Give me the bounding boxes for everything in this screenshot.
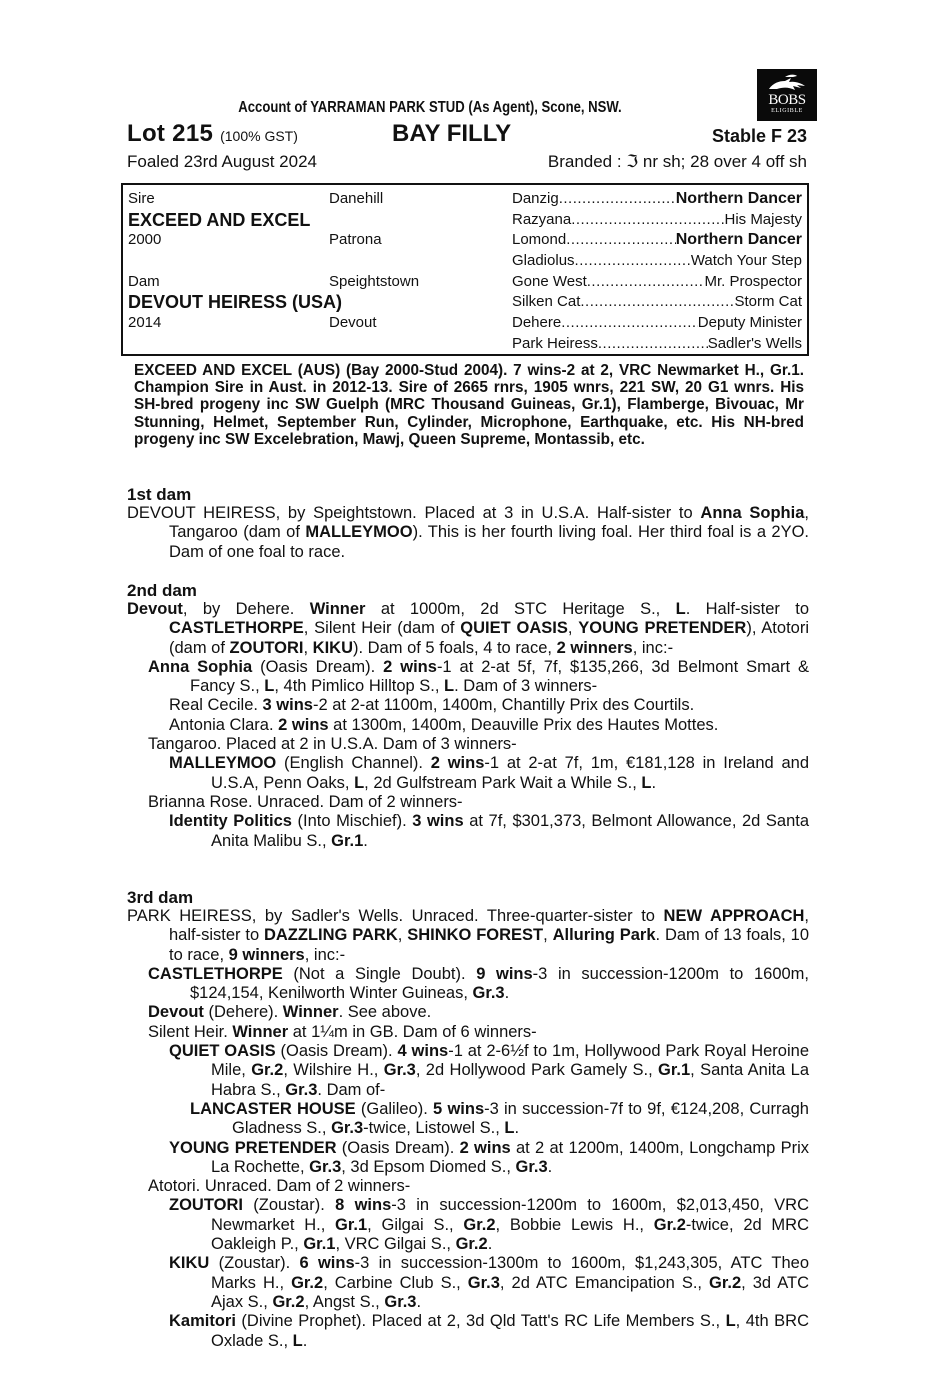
ancestor-name: Lomond [512, 231, 567, 249]
pedigree-cell: DEVOUT HEIRESS (USA) [128, 292, 343, 313]
pedigree-entry: MALLEYMOO (English Channel). 2 wins-1 at 2-at 7f, 1m, €181,128 in Ireland and U.S.A, Penn Oaks, L, 2d Gulfstream Park Wait a While S., L. [169, 754, 809, 792]
pedigree-left [128, 189, 508, 355]
pedigree-entry: YOUNG PRETENDER (Oasis Dream). 2 wins at 2 at 1200m, 1400m, Longchamp Prix La Rochette, Gr.3, 3d Epsom Diomed S., Gr.3. [169, 1138, 810, 1176]
pedigree-entry: Anna Sophia (Oasis Dream). 2 wins-1 at 2-at 5f, 7f, $135,266, 3d Belmont Smart & Fancy S., L, 4th Pimlico Hilltop S., L. Dam of 3 winners- [148, 657, 809, 696]
pedigree-cell: Speightstown [329, 272, 420, 290]
ancestor-sire: His Majesty [724, 210, 802, 228]
horse-head-icon [765, 73, 809, 93]
pedigree-cell: 2014 [128, 314, 162, 332]
pedigree-right [512, 189, 802, 355]
ancestor-sire: Storm Cat [734, 293, 802, 311]
section-heading: 1st dam [127, 485, 192, 504]
ancestor-name: Silken Cat [512, 293, 581, 311]
pedigree-row [512, 210, 802, 231]
ancestor-name: Razyana [512, 210, 572, 228]
pedigree-cell: Danehill [329, 190, 384, 207]
pedigree-row [128, 292, 508, 313]
pedigree-row [128, 272, 508, 293]
bobs-eligible-logo [757, 69, 817, 121]
lot-header [127, 120, 809, 150]
stable-location: Stable F 23 [711, 126, 807, 146]
pedigree-entry: Identity Politics (Into Mischief). 3 wins at 7f, $301,373, Belmont Allowance, 2d Santa Anita Malibu S., Gr.1. [169, 812, 810, 850]
pedigree-entry: Antonia Clara. 2 wins at 1300m, 1400m, Deauville Prix des Hautes Mottes. [169, 715, 719, 734]
pedigree-entry: Tangaroo. Placed at 2 in U.S.A. Dam of 3 winners- [148, 735, 517, 754]
ancestor-name: Gladiolus [512, 252, 575, 270]
pedigree-entry: KIKU (Zoustar). 6 wins-3 in succession-1300m to 1600m, $1,243,305, ATC Theo Marks H., Gr.2, Carbine Club S., Gr.3, 2d ATC Emancipation S., Gr.2, 3d ATC Ajax S., Gr.2, Angst S., Gr.3. [169, 1254, 810, 1311]
pedigree-row [512, 292, 802, 313]
leader-dots [580, 292, 734, 313]
pedigree-row [512, 230, 802, 251]
pedigree-cell: 2000 [128, 231, 162, 249]
ancestor-sire: Deputy Minister [697, 314, 802, 332]
pedigree-row [512, 313, 802, 334]
pedigree-row [512, 251, 802, 272]
logo-title: BOBS [768, 92, 806, 108]
lot-label: Lot 215 [127, 120, 214, 147]
pedigree-entry: LANCASTER HOUSE (Galileo). 5 wins-3 in succession-7f to 9f, €124,208, Curragh Gladness S., Gr.3-twice, Listowel S., L. [190, 1099, 809, 1138]
pedigree-cell: Devout [329, 314, 377, 332]
ancestor-sire: Mr. Prospector [704, 272, 802, 290]
pedigree-row [128, 313, 508, 334]
first-dam-section [127, 485, 809, 562]
horse-description: BAY FILLY [392, 120, 512, 147]
pedigree-entry: Devout, by Dehere. Winner at 1000m, 2d STC Heritage S., L. Half-sister to CASTLETHORPE, Silent Heir (dam of QUIET OASIS, YOUNG PRETENDER), Atotori (dam of ZOUTORI, KIKU). Dam of 5 foals, 4 to race, 2 winners, inc:- [127, 600, 810, 657]
pedigree-row [128, 251, 508, 272]
leader-dots [575, 251, 691, 272]
leader-dots [587, 272, 705, 293]
brand-marks: Branded : ℑ nr sh; 28 over 4 off sh [547, 152, 807, 171]
pedigree-entry: Devout (Dehere). Winner. See above. [148, 1003, 432, 1022]
pedigree-entry: Kamitori (Divine Prophet). Placed at 2, 3d Qld Tatt's RC Life Members S., L, 4th BRC Oxlade S., L. [169, 1312, 809, 1350]
second-dam-section [127, 581, 809, 851]
pedigree-row [128, 334, 508, 355]
leader-dots [598, 334, 708, 355]
ancestor-name: Danzig [512, 190, 559, 207]
pedigree-table [121, 183, 809, 356]
ancestor-sire: Northern Dancer [675, 231, 802, 249]
ancestor-name: Dehere [512, 314, 562, 332]
pedigree-entry: QUIET OASIS (Oasis Dream). 4 wins-1 at 2-6½f to 1m, Hollywood Park Royal Heroine Mile, Gr.2, Wilshire H., Gr.3, 2d Hollywood Park Gamely S., Gr.1, Santa Anita La Habra S., Gr.3. Dam of- [169, 1042, 810, 1099]
pedigree-row [512, 272, 802, 293]
pedigree-entry: PARK HEIRESS, by Sadler's Wells. Unraced. Three-quarter-sister to NEW APPROACH, half-sister to DAZZLING PARK, SHINKO FOREST, Alluring Park. Dam of 13 foals, 10 to race, 9 winners, inc:- [127, 907, 810, 964]
gst-note: (100% GST) [220, 128, 298, 144]
pedigree-cell: Sire [128, 190, 155, 207]
pedigree-row [128, 189, 508, 210]
pedigree-entry: ZOUTORI (Zoustar). 8 wins-3 in succession-1200m to 1600m, $2,013,450, VRC Newmarket H., Gr.1, Gilgai S., Gr.2, Bobbie Lewis H., Gr.2-twice, 2d MRC Oakleigh P., Gr.1, VRC Gilgai S., Gr.2. [169, 1196, 810, 1254]
third-dam-section [127, 888, 809, 1351]
ancestor-sire: Northern Dancer [675, 190, 802, 207]
pedigree-entry: Real Cecile. 3 wins-2 at 2-at 1100m, 1400m, Chantilly Prix des Courtils. [169, 696, 695, 715]
leader-dots [559, 189, 676, 210]
sire-note: EXCEED AND EXCEL (AUS) (Bay 2000-Stud 2004). 7 wins-2 at 2, VRC Newmarket H., Gr.1. Champion Sire in Aust. in 2012-13. Sire of 2665 rnrs, 1905 wnrs, 221 SW, 20 G1 wnrs. His SH-bred progeny inc SW Guelph (MRC Thousand Guineas, Gr.1), Flamberge, Bivouac, Mr Stunning, Helmet, September Run, Cylinder, Microphone, Earthquake, etc. His NH-bred progeny inc SW Excelebration, Mawj, Queen Supreme, Montassib, etc. [134, 362, 804, 448]
pedigree-entry: Silent Heir. Winner at 1¼m in GB. Dam of 6 winners- [148, 1022, 537, 1041]
pedigree-cell: EXCEED AND EXCEL [128, 209, 311, 230]
leader-dots [561, 313, 698, 334]
ancestor-name: Park Heiress [512, 334, 598, 352]
vendor-account: Account of YARRAMAN PARK STUD (As Agent), Scone, NSW. [238, 99, 622, 116]
pedigree-cell: Dam [128, 272, 160, 290]
ancestor-sire: Sadler's Wells [707, 334, 802, 352]
section-heading: 3rd dam [127, 888, 194, 907]
pedigree-row [512, 334, 802, 355]
leader-dots [571, 210, 724, 231]
pedigree-entry: CASTLETHORPE (Not a Single Doubt). 9 wins-3 in succession-1200m to 1600m, $124,154, Kenilworth Winter Guineas, Gr.3. [148, 964, 810, 1003]
leader-dots [566, 230, 676, 251]
pedigree-cell: Patrona [329, 231, 382, 249]
pedigree-entry: Atotori. Unraced. Dam of 2 winners- [148, 1177, 411, 1196]
pedigree-row [512, 189, 802, 210]
logo-subtitle: ELIGIBLE [771, 108, 803, 114]
ancestor-sire: Watch Your Step [690, 252, 802, 270]
pedigree-entry: Brianna Rose. Unraced. Dam of 2 winners- [148, 792, 463, 811]
pedigree-row [128, 230, 508, 251]
pedigree-row [128, 210, 508, 231]
foaled-date: Foaled 23rd August 2024 [127, 152, 317, 171]
section-heading: 2nd dam [127, 581, 197, 600]
lot-number [127, 120, 298, 148]
pedigree-entry: DEVOUT HEIRESS, by Speightstown. Placed at 3 in U.S.A. Half-sister to Anna Sophia, Tangaroo (dam of MALLEYMOO). This is her fourth living foal. Her third foal is a 2YO. Dam of one foal to race. [127, 504, 809, 561]
ancestor-name: Gone West [512, 272, 587, 290]
